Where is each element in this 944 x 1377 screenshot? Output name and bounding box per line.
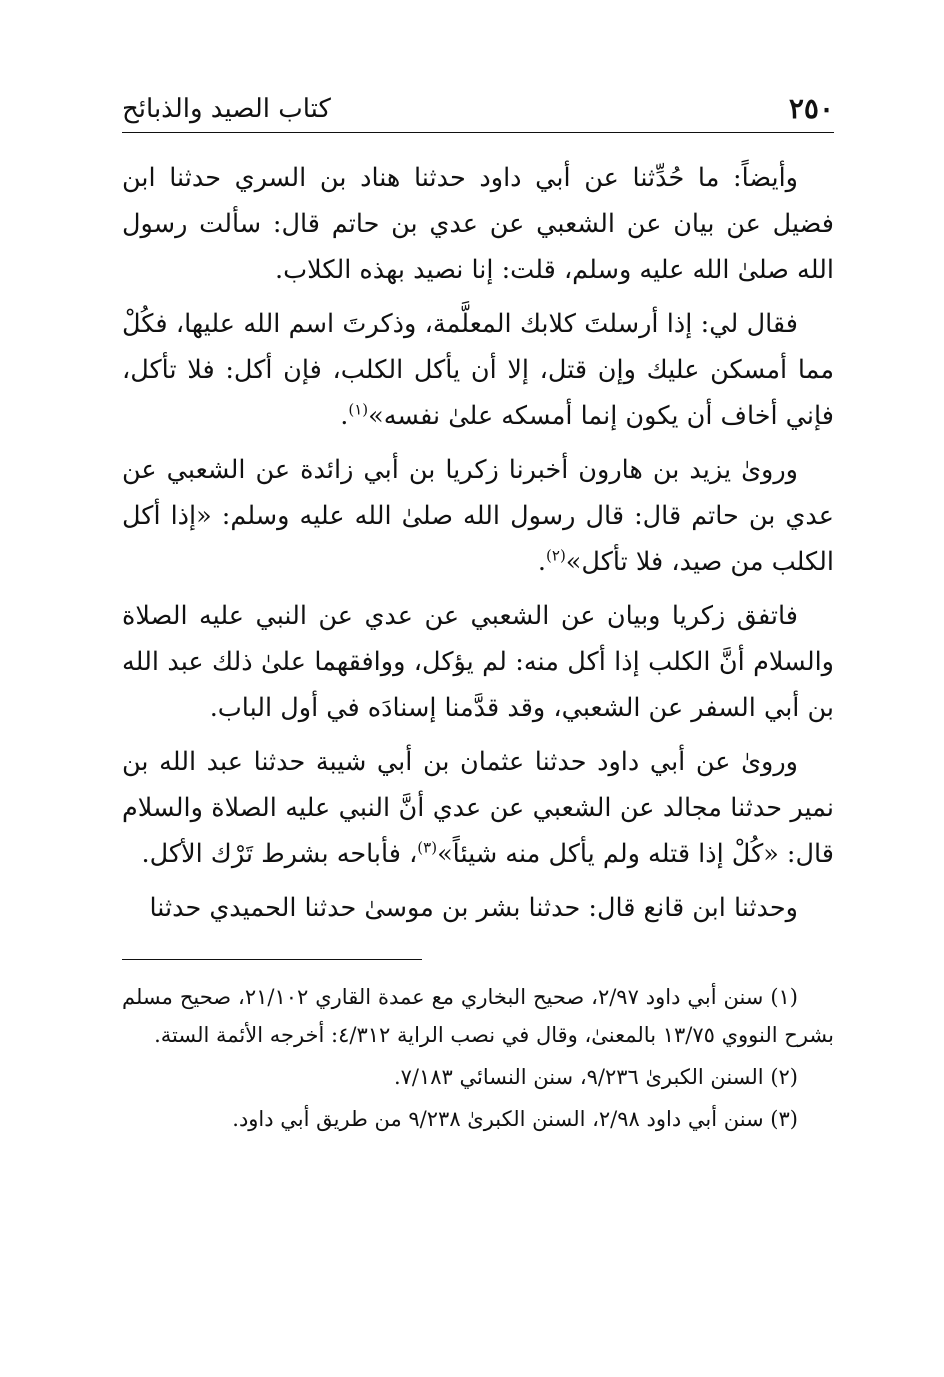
footnote-reference: (٢): [546, 546, 566, 565]
page-header: [122, 90, 834, 133]
running-title: كتاب الصيد والذبائح: [122, 94, 331, 124]
footnote: (١) سنن أبي داود ٢/٩٧، صحيح البخاري مع عمدة القاري ٢١/١٠٢، صحيح مسلم بشرح النووي ١٣/٧٥ بالمعنىٰ، وقال في نصب الراية ٤/٣١٢: أخرجه الأئمة الستة.: [122, 985, 834, 1047]
paragraph-text: وروىٰ يزيد بن هارون أخبرنا زكريا بن أبي زائدة عن الشعبي عن عدي بن حاتم قال: قال رسول الله صلىٰ الله عليه وسلم: «إذا أكل الكلب من صيد، فلا تأكل»: [122, 455, 834, 577]
paragraph: [122, 885, 834, 931]
paragraph-text: فقال لي: إذا أرسلتَ كلابك المعلَّمة، وذكرتَ اسم الله عليها، فكُلْ مما أمسكن عليك وإن قتل، إلا أن يأكل الكلب، فإن أكل: فلا تأكل، فإني أخاف أن يكون إنما أمسكه علىٰ نفسه»: [122, 309, 834, 431]
paragraph-text: وروىٰ عن أبي داود حدثنا عثمان بن أبي شيبة حدثنا عبد الله بن نمير حدثنا مجالد عن الشعبي عن عدي أنَّ النبي عليه الصلاة والسلام قال: «كُلْ إذا قتله ولم يأكل منه شيئاً»: [122, 747, 834, 869]
paragraph: [122, 447, 834, 585]
paragraph-tail: .: [340, 401, 349, 431]
page-number: ٢٥٠: [788, 92, 834, 125]
paragraph-tail: .: [537, 547, 547, 577]
main-text: [122, 155, 834, 931]
book-page: [122, 90, 834, 1142]
paragraph: [122, 593, 834, 731]
footnote: (٣) سنن أبي داود ٢/٩٨، السنن الكبرىٰ ٩/٢٣٨ من طريق أبي داود.: [232, 1107, 798, 1131]
paragraph: [122, 739, 834, 877]
paragraph: [122, 301, 834, 439]
paragraph-tail: ، فأباحه بشرط تَرْك الأكل.: [141, 839, 418, 869]
paragraph-text: فاتفق زكريا وبيان عن الشعبي عن عدي عن النبي عليه الصلاة والسلام أنَّ الكلب إذا أكل منه: لم يؤكل، ووافقهما علىٰ ذلك عبد الله بن أبي السفر عن الشعبي، وقد قدَّمنا إسنادَه في أول الباب.: [122, 601, 834, 723]
footnote-reference: (١): [348, 400, 369, 419]
footnote-reference: (٣): [417, 838, 438, 857]
footnote-divider: [122, 959, 422, 960]
paragraph-text: وأيضاً: ما حُدِّثنا عن أبي داود حدثنا هناد بن السري حدثنا ابن فضيل عن بيان عن الشعبي عن عدي بن حاتم قال: سألت رسول الله صلىٰ الله عليه وسلم، قلت: إنا نصيد بهذه الكلاب.: [122, 163, 834, 285]
paragraph: [122, 155, 834, 293]
footnotes: [122, 978, 834, 1138]
paragraph-text: وحدثنا ابن قانع قال: حدثنا بشر بن موسىٰ حدثنا الحميدي حدثنا: [149, 893, 798, 923]
footnote: (٢) السنن الكبرىٰ ٩/٢٣٦، سنن النسائي ٧/١٨٣.: [393, 1065, 798, 1089]
